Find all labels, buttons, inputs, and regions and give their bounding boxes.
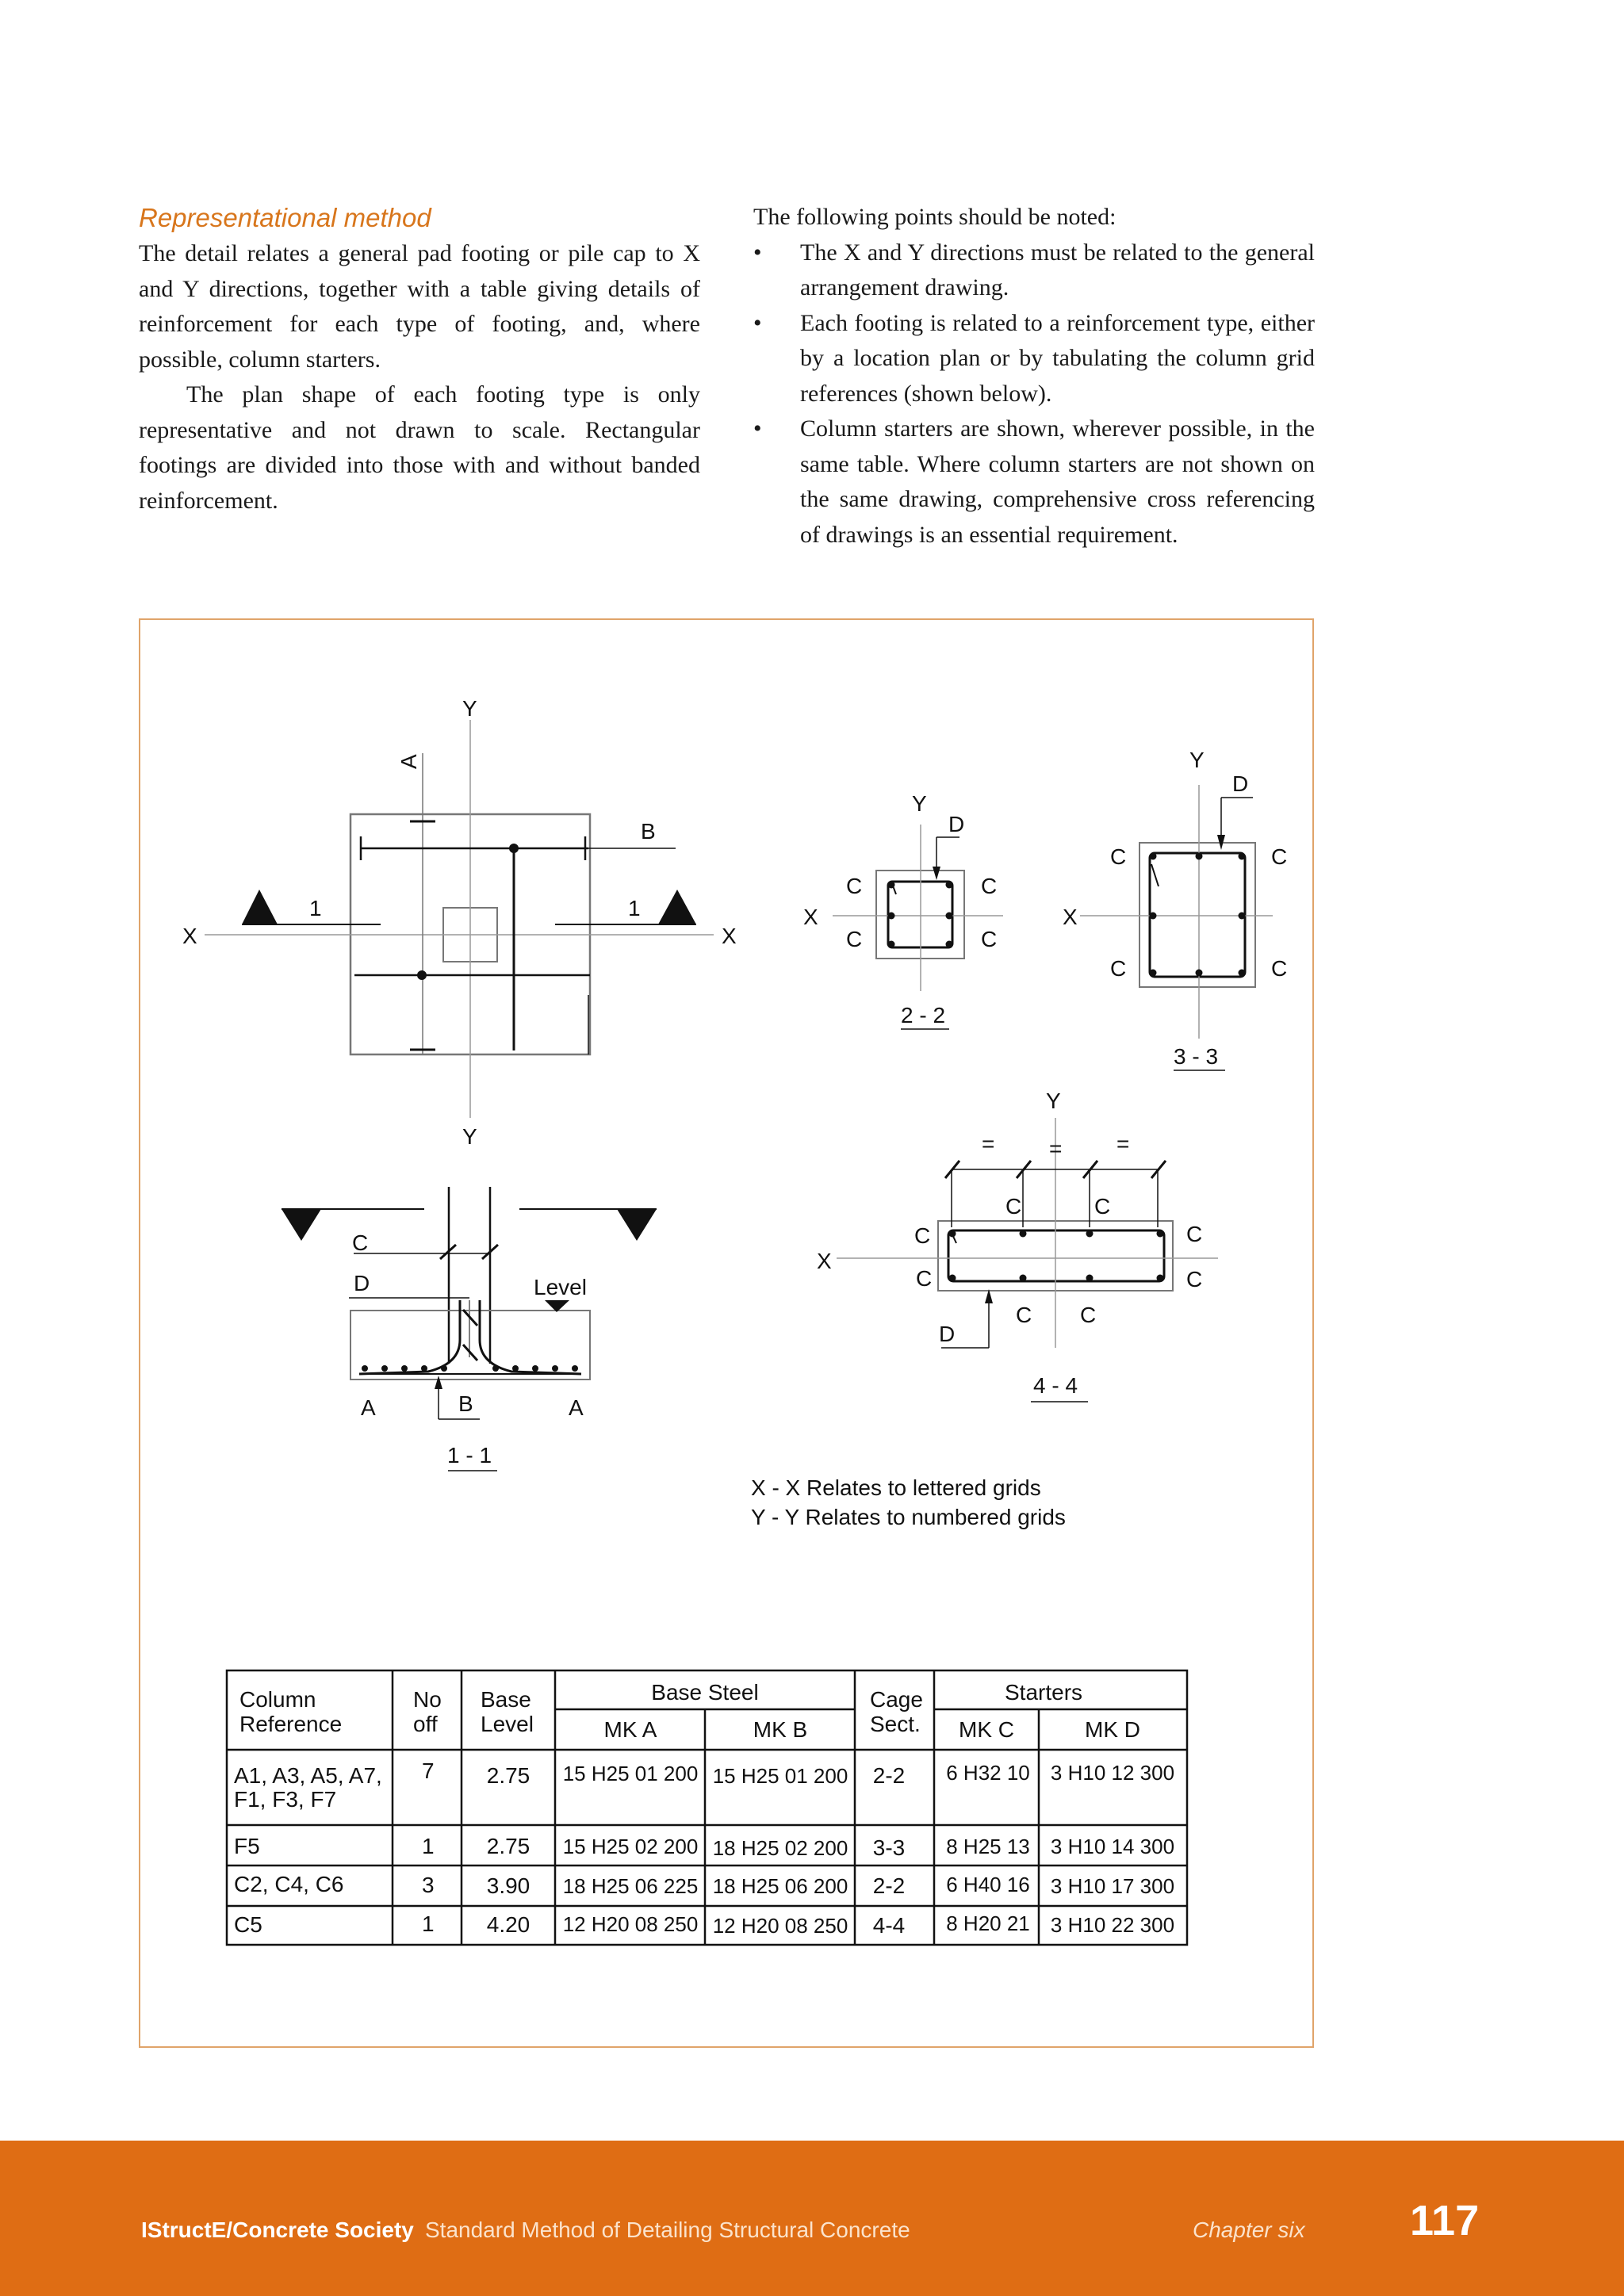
section-3-3-bars (1150, 853, 1246, 977)
header-mk-a: MK A (603, 1717, 657, 1742)
sec22-c-label: C (846, 874, 863, 898)
cell-ref: F1, F3, F7 (234, 1787, 337, 1812)
footer-chapter: Chapter six (1193, 2218, 1305, 2242)
sec11-b-label: B (458, 1391, 473, 1416)
cell-ref: A1, A3, A5, A7, (234, 1763, 382, 1788)
sec11-a-right-label: A (569, 1395, 584, 1420)
footer-society: IStructE/Concrete Society (141, 2218, 414, 2242)
bullet-icon: • (753, 309, 762, 336)
cell-no-off: 3 (422, 1873, 435, 1897)
section-1-1-drawing (282, 1187, 657, 1471)
cell-mk-c: 6 H40 16 (946, 1873, 1030, 1896)
sec22-y-label: Y (912, 791, 927, 816)
section-2-2-title: 2 - 2 (901, 1003, 946, 1027)
legend-line-y: Y - Y Relates to numbered grids (751, 1505, 1066, 1529)
header-column-reference: Column (239, 1687, 316, 1712)
sec33-x-label: X (1063, 905, 1078, 929)
sec33-y-label: Y (1189, 748, 1205, 772)
sec33-d-label: D (1232, 771, 1249, 796)
cell-base-level: 4.20 (486, 1912, 530, 1937)
sec44-c-label: C (914, 1223, 931, 1248)
sec11-a-left-label: A (361, 1395, 376, 1420)
page-number: 117 (1410, 2197, 1480, 2244)
cell-mk-c: 8 H20 21 (946, 1911, 1030, 1935)
sec22-c-label: C (846, 927, 863, 951)
section-heading: Representational method (139, 203, 431, 232)
plan-x-left-label: X (182, 924, 197, 948)
sec22-c-label: C (981, 927, 998, 951)
header-column-reference: Reference (239, 1712, 343, 1736)
cell-ref: C5 (234, 1912, 262, 1937)
section-3-3-drawing (1080, 785, 1273, 1070)
header-mk-c: MK C (959, 1717, 1014, 1742)
cell-mk-a: 15 H25 02 200 (562, 1835, 699, 1858)
reinforcement-table-grid (227, 1670, 1187, 1945)
plan-y-top-label: Y (462, 696, 477, 721)
sec44-c-label: C (1186, 1222, 1203, 1246)
sec44-eq-label: = (982, 1131, 995, 1156)
header-cage-sect: Cage (870, 1687, 923, 1712)
cell-mk-d: 3 H10 14 300 (1050, 1835, 1175, 1858)
cell-mk-b: 18 H25 02 200 (712, 1836, 848, 1860)
cell-no-off: 1 (422, 1911, 435, 1936)
header-starters: Starters (1004, 1680, 1083, 1705)
sec44-eq-label: = (1049, 1136, 1063, 1161)
plan-x-right-label: X (722, 924, 737, 948)
cell-base-level: 2.75 (486, 1763, 530, 1788)
cell-mk-b: 12 H20 08 250 (712, 1914, 848, 1938)
sec22-d-label: D (948, 812, 965, 836)
notes-intro: The following points should be noted: (753, 204, 1116, 230)
sec44-c-label: C (916, 1266, 933, 1291)
header-base-steel: Base Steel (651, 1680, 759, 1705)
paragraph-2: The plan shape of each footing type is only representative and not drawn to scale. Rectangular footings are divided into those with and without banded reinforcement. (139, 381, 700, 514)
section-4-4-title: 4 - 4 (1033, 1373, 1078, 1398)
sec44-y-label: Y (1046, 1089, 1061, 1113)
cell-cage: 2-2 (872, 1763, 906, 1788)
sec11-d-label: D (354, 1271, 370, 1295)
header-no-off: No (413, 1687, 442, 1712)
sec44-d-label: D (939, 1322, 956, 1346)
paragraph-1: The detail relates a general pad footing or pile cap to X and Y directions, together with a table giving details of reinforcement for each type of footing, and, where possible, column starters. (139, 240, 700, 373)
sec11-level-label: Level (534, 1275, 587, 1299)
plan-section-left-label: 1 (309, 896, 322, 920)
cell-ref: C2, C4, C6 (234, 1872, 344, 1896)
sec44-c-label: C (1080, 1303, 1097, 1327)
bullet-icon: • (753, 415, 762, 442)
cell-cage: 4-4 (872, 1913, 906, 1938)
bullet-text: Each footing is related to a reinforcement type, either by a location plan or by tabulating the column grid references (shown below). (800, 309, 1315, 407)
section-3-3-title: 3 - 3 (1174, 1044, 1219, 1069)
cell-mk-c: 8 H25 13 (946, 1835, 1030, 1858)
plan-b-label: B (641, 819, 656, 844)
sec44-c-label: C (1094, 1194, 1111, 1219)
section-1-1-bars (362, 1365, 578, 1372)
sec33-c-label: C (1271, 956, 1288, 981)
cell-mk-a: 15 H25 01 200 (562, 1762, 699, 1785)
grid-legend (751, 1473, 1066, 1532)
plan-a-label: A (396, 754, 421, 769)
sec44-eq-label: = (1116, 1131, 1130, 1156)
cell-no-off: 1 (422, 1834, 435, 1858)
cell-cage: 2-2 (872, 1873, 906, 1898)
cell-mk-d: 3 H10 17 300 (1050, 1874, 1175, 1898)
cell-mk-c: 6 H32 10 (946, 1761, 1030, 1785)
header-cage-sect: Sect. (870, 1712, 921, 1736)
sec22-c-label: C (981, 874, 998, 898)
bullet-icon: • (753, 239, 762, 266)
sec44-c-label: C (1016, 1303, 1032, 1327)
plan-y-bottom-label: Y (462, 1124, 477, 1149)
header-mk-d: MK D (1085, 1717, 1140, 1742)
footer-book-title: Standard Method of Detailing Structural Concrete (425, 2218, 910, 2242)
cell-mk-b: 15 H25 01 200 (712, 1764, 848, 1788)
cell-base-level: 2.75 (486, 1834, 530, 1858)
cell-mk-d: 3 H10 22 300 (1050, 1913, 1175, 1937)
plan-section-right-label: 1 (628, 896, 641, 920)
section-4-4-drawing (837, 1118, 1218, 1402)
section-4-4-bars (949, 1230, 1164, 1282)
sec33-c-label: C (1110, 844, 1127, 869)
cell-base-level: 3.90 (486, 1873, 530, 1898)
sec33-c-label: C (1271, 844, 1288, 869)
cell-mk-a: 18 H25 06 225 (562, 1874, 699, 1898)
sec44-c-label: C (1186, 1267, 1203, 1292)
header-no-off: off (413, 1712, 438, 1736)
cell-mk-b: 18 H25 06 200 (712, 1874, 848, 1898)
sec22-x-label: X (803, 905, 818, 929)
header-mk-b: MK B (753, 1717, 808, 1742)
section-1-1-title: 1 - 1 (447, 1443, 492, 1468)
cell-mk-a: 12 H20 08 250 (562, 1912, 699, 1936)
cell-no-off: 7 (422, 1758, 435, 1783)
sec33-c-label: C (1110, 956, 1127, 981)
bullet-text: The X and Y directions must be related to the general arrangement drawing. (800, 239, 1315, 300)
sec44-c-label: C (1005, 1194, 1022, 1219)
sec11-c-label: C (352, 1230, 369, 1255)
header-base-level: Level (481, 1712, 534, 1736)
bullet-text: Column starters are shown, wherever possible, in the same table. Where column starters are not shown on the same drawing, comprehensive cross referencing of drawings is an essential requirement. (800, 415, 1315, 548)
sec44-x-label: X (817, 1249, 832, 1273)
legend-line-x: X - X Relates to lettered grids (751, 1475, 1041, 1500)
cell-cage: 3-3 (872, 1835, 906, 1860)
cell-ref: F5 (234, 1834, 260, 1858)
cell-mk-d: 3 H10 12 300 (1050, 1761, 1175, 1785)
header-base-level: Base (481, 1687, 531, 1712)
